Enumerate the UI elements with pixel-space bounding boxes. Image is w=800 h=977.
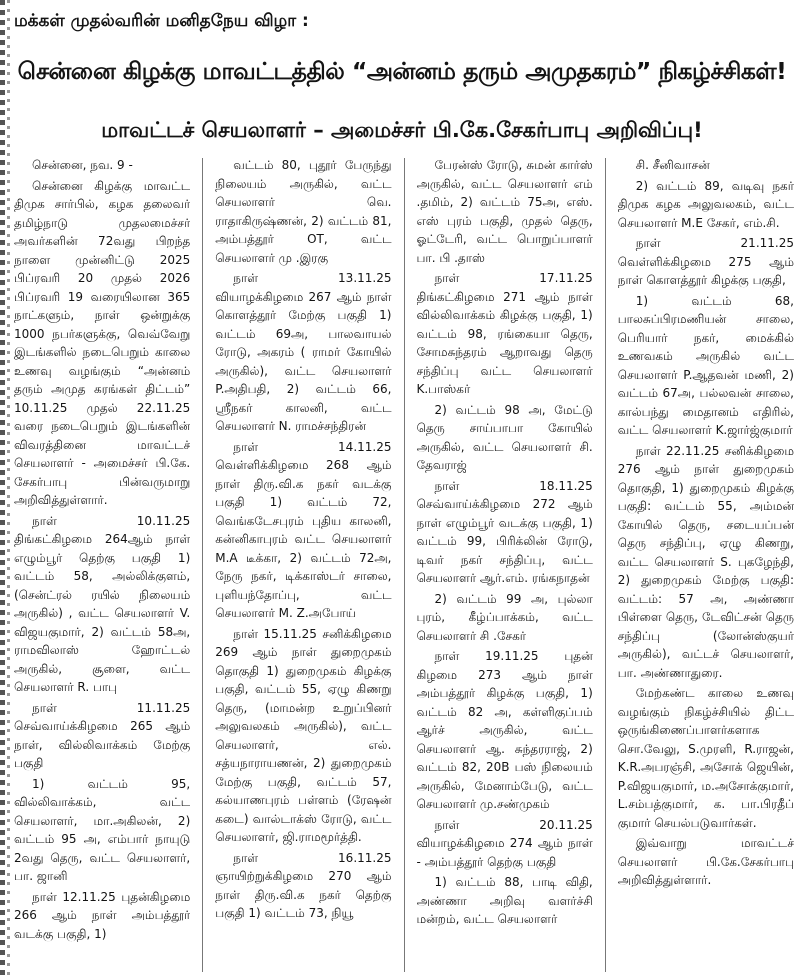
article-subhead: மாவட்டச் செயலாளர் – அமைச்சர் பி.கே.சேகர்பாபு அறிவிப்பு! xyxy=(101,118,703,142)
paragraph: இவ்வாறு மாவட்டச் செயலாளர் பி.கே.சேகர்பாபு அறிவித்துள்ளார். xyxy=(617,836,794,887)
paragraph: நாள் 19.11.25 புதன் கிழமை 273 ஆம் நாள் அம்பத்தூர் கிழக்கு பகுதி, 1) வட்டம் 82 அ, கள்ளிகுப்பம் ஆர்ச் அருகில், வட்ட செயலாளர் ஆ. சுந்தரராஜ், 2) வட்டம் 82, 20B பஸ் நிலையம் அருகில், மேனாம்பேடு, வட்ட செயலாளர் மு.சண்முகம் xyxy=(416,649,593,811)
paragraph: நாள் 18.11.25 செவ்வாய்க்கிழமை 272 ஆம் நாள் எழும்பூர் வடக்கு பகுதி, 1) வட்டம் 99, பிரிக்லின் ரோடு, டிவர் நகர் சந்திப்பு, வட்ட செயலாளர் ஆர்.எம். ரங்கநாதன் xyxy=(416,478,593,585)
article-column-2 xyxy=(215,156,391,974)
paragraph: நாள் 13.11.25 வியாழக்கிழமை 267 ஆம் நாள் கொளத்தூர் மேற்கு பகுதி 1) வட்டம் 69அ, பாலவாயல் ரோடு, அகரம் ( ராமர் கோயில் அருகில்), வட்ட செயலாளர் P.அதிபதி, 2) வட்டம் 66, ஸ்ரீநகர் காலனி, வட்ட செயலாளர் N. ராமச்சந்திரன் xyxy=(215,271,392,433)
paragraph: வட்டம் 80, புதூர் பேருந்து நிலையம் அருகில், வட்ட செயலாளர் வெ. ராதாகிருஷ்ணன், 2) வட்டம் 81, அம்பத்தூர் OT, வட்ட செயலாளர் மு .இரகு xyxy=(215,158,392,265)
paragraph: சி. சீனிவாசன் xyxy=(635,158,710,172)
article-kicker: மக்கள் முதல்வரின் மனிதநேய விழா : xyxy=(14,11,309,31)
paragraph: சென்னை கிழக்கு மாவட்ட திமுக சார்பில், கழக தலைவர் தமிழ்நாடு முதலமைச்சர் அவர்களின் 72வது பிறந்த நாளை முன்னிட்டு 2025 பிப்ரவரி 20 முதல் 2026 பிப்ரவரி 19 வரையிலான 365 நாட்களும், நாள் ஒன்றுக்கு 1000 நபர்களுக்கு, வெவ்வேறு இடங்களில் நடைபெறும் காலை உணவு வழங்கும் “அன்னம் தரும் அமுத கரங்கள் திட்டம்” 10.11.25 முதல் 22.11.25 வரை நடைபெறும் இடங்களின் விவரத்தினை மாவட்டச் செயலாளர் - அமைச்சர் பி.கே. சேகர்பாபு பின்வருமாறு அறிவித்துள்ளார். xyxy=(14,178,191,507)
paragraph: 1) வட்டம் 95, வில்லிவாக்கம், வட்ட செயலாளர், மா.அகிலன், 2) வட்டம் 95 அ, எம்பார் நாயுடு 2வது தெரு, வட்ட செயலாளர், பா. ஜானி xyxy=(14,776,191,883)
paragraph: பேரன்ஸ் ரோடு, சுமன் கார்ஸ் அருகில், வட்ட செயலாளர் எம் .தமிம், 2) வட்டம் 75அ, எஸ். எஸ் புரம் பகுதி, முதல் தெரு, ஓட்டேரி, வட்ட பொறுப்பாளர் பா. பி .தாஸ் xyxy=(416,158,593,265)
article-column-1 xyxy=(14,156,190,974)
paragraph: நாள் 15.11.25 சனிக்கிழமை 269 ஆம் நாள் துறைமுகம் தொகுதி 1) துறைமுகம் கிழக்கு பகுதி, வட்டம் 55, ஏழு கிணறு தெரு, (மாமன்ற உறுப்பினர் அலுவலகம் அருகில்), வட்ட செயலாளர், எல். சத்யநாராயணன், 2) துறைமுகம் மேற்கு பகுதி, வட்டம் 57, கல்யாணபுரம் பள்ளம் (ரேஷன் கடை) வால்டாக்ஸ் ரோடு, வட்ட செயலாளர், ஜி.ராமமூர்த்தி. xyxy=(215,626,392,844)
article-column-3 xyxy=(417,156,593,974)
paragraph: 2) வட்டம் 89, வடிவு நகர் திமுக கழக அலுவலகம், வட்ட செயலாளர் M.E சேகர், எம்.சி. xyxy=(617,178,794,230)
paragraph: 1) வட்டம் 68, பாலசுப்பிரமணியன் சாலை, பெரியார் நகர், மைக்கில் உணவகம் அருகில் வட்ட செயலாளர் P.ஆதவன் மணி, 2) வட்டம் 67அ, பல்லவன் சாலை, கால்பந்து மைதானம் எதிரில், வட்ட செயலாளர் K.ஜார்ஜ்குமார் xyxy=(617,293,794,437)
paragraph: நாள் 12.11.25 புதன்கிழமை 266 ஆம் நாள் அம்பத்தூர் வடக்கு பகுதி, 1) xyxy=(14,889,191,941)
paragraph: நாள் 14.11.25 வெள்ளிக்கிழமை 268 ஆம் நாள் திரு.வி.க நகர் வடக்கு பகுதி 1) வட்டம் 72, வெங்கடேசபுரம் புதிய காலனி, கன்னிகாபுரம் வட்ட செயலாளர் M.A டீக்கா, 2) வட்டம் 72அ, நேரு நகர், டிக்காஸ்டர் சாலை, புளியந்தோப்பு, வட்ட செயலாளர் M. Z.அபோய் xyxy=(215,439,392,620)
column-divider xyxy=(605,158,606,972)
article-body xyxy=(14,156,794,974)
paragraph: 1) வட்டம் 88, பாடி விதி, அண்ணா அறிவு வளர்ச்சி மன்றம், வட்ட செயலாளர் xyxy=(416,875,593,926)
paragraph: 2) வட்டம் 98 அ, மேட்டு தெரு சாய்பாபா கோயில் அருகில், வட்ட செயலாளர் சி. தேவராஜ் xyxy=(416,402,593,472)
paragraph: நாள் 20.11.25 வியாழக்கிழமை 274 ஆம் நாள் - அம்பத்தூர் தெற்கு பகுதி xyxy=(416,817,593,869)
paragraph: சென்னை, நவ. 9 - xyxy=(32,158,133,172)
paragraph: நாள் 10.11.25 திங்கட்கிழமை 264ஆம் நாள் எழும்பூர் தெற்கு பகுதி 1) வட்டம் 58, அல்லிக்குளம், (சென்ட்ரல் ரயில் நிலையம் அருகில்) , வட்ட செயலாளர் V. விஜயகுமார், 2) வட்டம் 58அ, ராமவிலாஸ் ஹோட்டல் அருகில், சூளை, வட்ட செயலாளர் R. பாபு xyxy=(14,513,191,694)
column-divider xyxy=(202,158,203,972)
paragraph: மேற்கண்ட காலை உணவு வழங்கும் நிகழ்ச்சியில் திட்ட ஒருங்கிணைப்பாளர்களாக சொ.வேலு, S.முரளி, R.ராஜன், K.R.அபரஞ்சி, அசோக் ஜெயின், P.விஜயகுமார், ம.அசோக்குமார், L.சம்பத்குமார், க. பா.பிரதீப் குமார் செயல்படுவார்கள். xyxy=(617,686,794,830)
paragraph: 2) வட்டம் 99 அ, புல்லா புரம், கீழ்ப்பாக்கம், வட்ட செயலாளர் சி .சேகர் xyxy=(416,591,593,643)
article-column-4 xyxy=(618,156,794,974)
paragraph: நாள் 22.11.25 சனிக்கிழமை 276 ஆம் நாள் துறைமுகம் தொகுதி, 1) துறைமுகம் கிழக்கு பகுதி: வட்டம் 55, அம்மன் கோயில் தெரு, சடையப்பன் தெரு சந்திப்பு, ஏழு கிணறு, வட்ட செயலாளர் S. புகழேந்தி, 2) துறைமுகம் மேற்கு பகுதி: வட்டம்: 57 அ, அண்ணா பிள்ளை தெரு, டேவிட்சன் தெரு சந்திப்பு (லோன்ஸ்குயர் அருகில்), வட்டச் செயலாளர், பா. அண்ணாதுரை. xyxy=(617,443,794,680)
page-cut-border xyxy=(0,0,5,977)
paragraph: நாள் 21.11.25 வெள்ளிக்கிழமை 275 ஆம் நாள் கொளத்தூர் கிழக்கு பகுதி, xyxy=(617,236,794,287)
column-divider xyxy=(404,158,405,972)
paragraph: நாள் 11.11.25 செவ்வாய்க்கிழமை 265 ஆம் நாள், வில்லிவாக்கம் மேற்கு பகுதி xyxy=(14,700,191,770)
paragraph: நாள் 17.11.25 திங்கட்கிழமை 271 ஆம் நாள் வில்லிவாக்கம் கிழக்கு பகுதி, 1) வட்டம் 98, ரங்கையா தெரு, சோமசுந்தரம் ஆறாவது தெரு சந்திப்பு வட்ட செயலாளர் K.பாஸ்கர் xyxy=(416,271,593,396)
article-headline: சென்னை கிழக்கு மாவட்டத்தில் “அன்னம் தரும் அமுதகரம்” நிகழ்ச்சிகள்! xyxy=(17,57,787,85)
paragraph: நாள் 16.11.25 ஞாயிற்றுக்கிழமை 270 ஆம் நாள் திரு.வி.க நகர் தெற்கு பகுதி 1) வட்டம் 73, நியூ xyxy=(215,850,392,920)
